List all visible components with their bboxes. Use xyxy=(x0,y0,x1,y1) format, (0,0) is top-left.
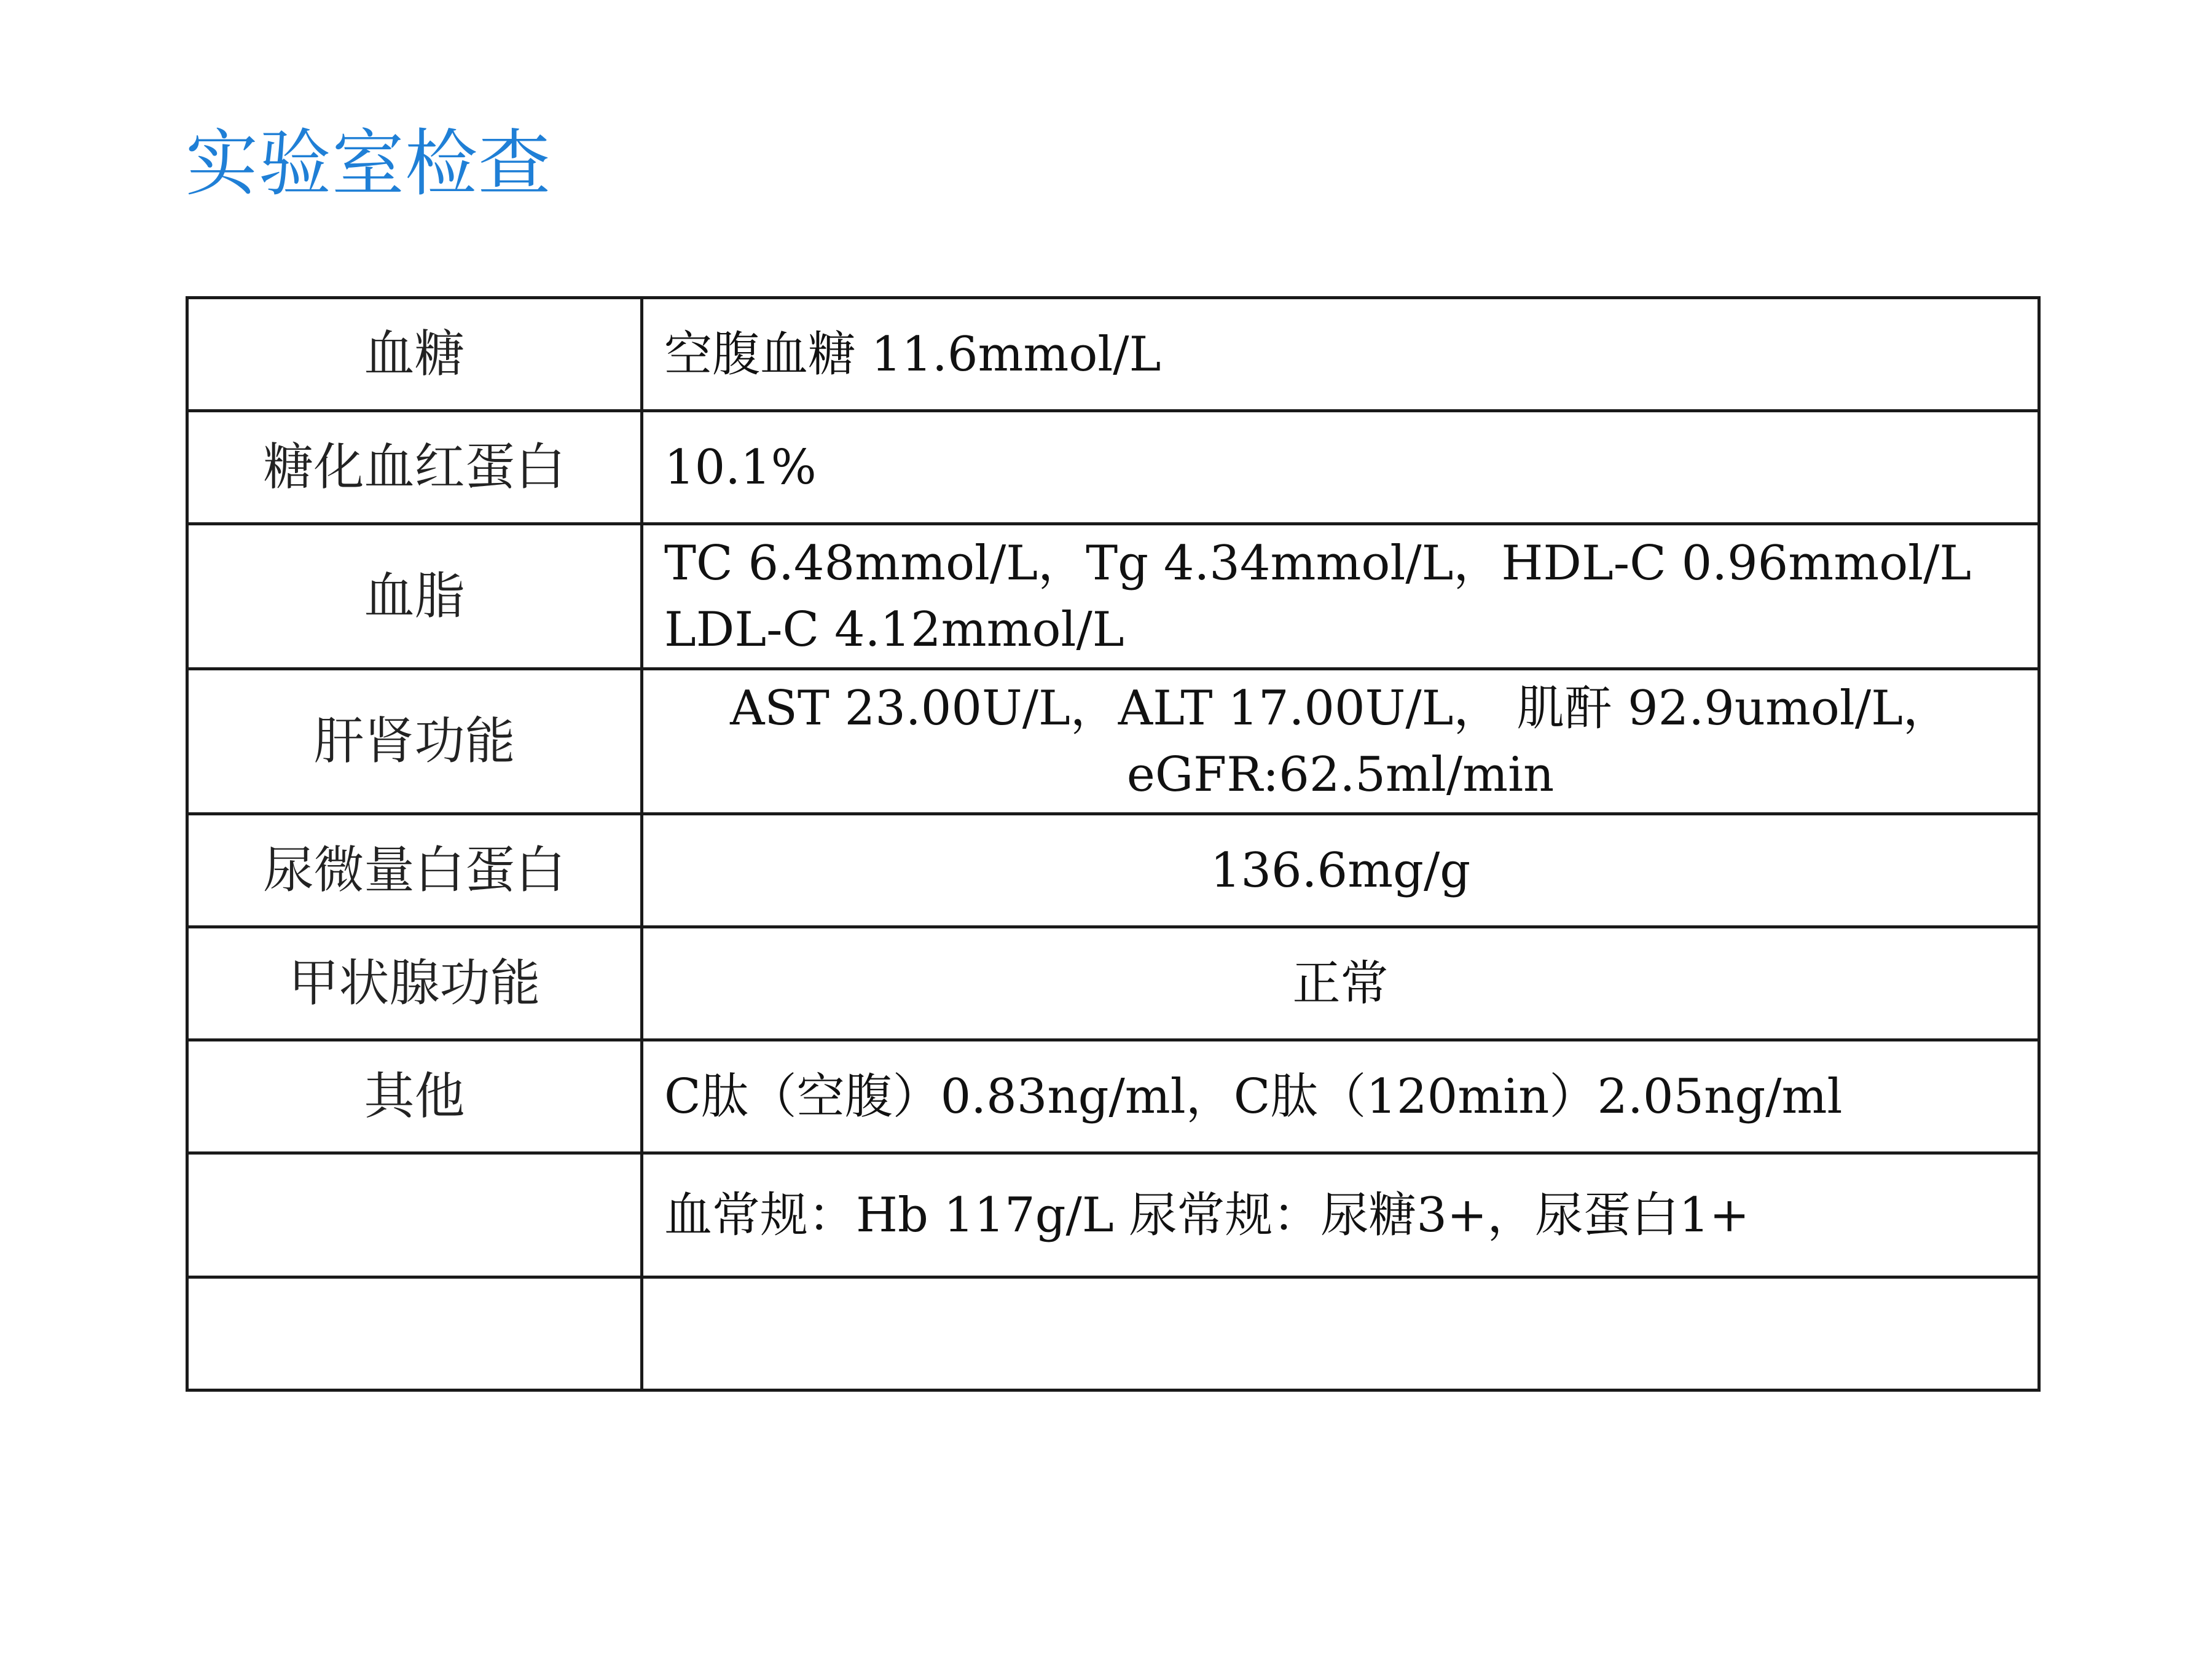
table-row-hba1c xyxy=(187,411,2039,524)
row-label xyxy=(187,1153,642,1277)
lab-results-table xyxy=(186,296,2041,1392)
row-value xyxy=(642,1277,2039,1390)
value-line: 空腹血糖 11.6mmol/L xyxy=(664,326,1161,382)
row-label: 血糖 xyxy=(187,298,642,411)
row-label: 血脂 xyxy=(187,524,642,669)
row-value xyxy=(642,669,2039,814)
row-label: 其他 xyxy=(187,1040,642,1153)
value-line: C肽（空腹）0.83ng/ml，C肽（120min）2.05ng/ml xyxy=(664,1069,1843,1124)
table-row-lipids xyxy=(187,524,2039,669)
value-line: AST 23.00U/L，ALT 17.00U/L， 肌酐 92.9umol/L， xyxy=(730,680,1951,736)
value-line: 血常规：Hb 117g/L 尿常规：尿糖3+，尿蛋白1+ xyxy=(664,1187,1750,1243)
table-row-liver-kidney xyxy=(187,669,2039,814)
page-title: 实验室检查 xyxy=(186,121,552,206)
value-line: 正常 xyxy=(1292,955,1389,1011)
row-value xyxy=(642,927,2039,1040)
value-line: 136.6mg/g xyxy=(1210,842,1471,898)
row-value xyxy=(642,524,2039,669)
row-value xyxy=(642,411,2039,524)
table-row-routine xyxy=(187,1153,2039,1277)
value-line: 10.1% xyxy=(664,439,817,495)
row-value xyxy=(642,1153,2039,1277)
table-row-microalbumin xyxy=(187,814,2039,927)
row-value xyxy=(642,1040,2039,1153)
table-row-other xyxy=(187,1040,2039,1153)
row-label: 肝肾功能 xyxy=(187,669,642,814)
row-label: 糖化血红蛋白 xyxy=(187,411,642,524)
row-label: 尿微量白蛋白 xyxy=(187,814,642,927)
value-line: eGFR:62.5ml/min xyxy=(1126,747,1555,802)
row-label xyxy=(187,1277,642,1390)
table-row-empty xyxy=(187,1277,2039,1390)
row-label: 甲状腺功能 xyxy=(187,927,642,1040)
table-row-blood-glucose xyxy=(187,298,2039,411)
value-line: TC 6.48mmol/L，Tg 4.34mmol/L，HDL-C 0.96mmol/L xyxy=(664,535,1972,591)
row-value xyxy=(642,298,2039,411)
row-value xyxy=(642,814,2039,927)
value-line: LDL-C 4.12mmol/L xyxy=(664,602,1124,657)
table-row-thyroid xyxy=(187,927,2039,1040)
